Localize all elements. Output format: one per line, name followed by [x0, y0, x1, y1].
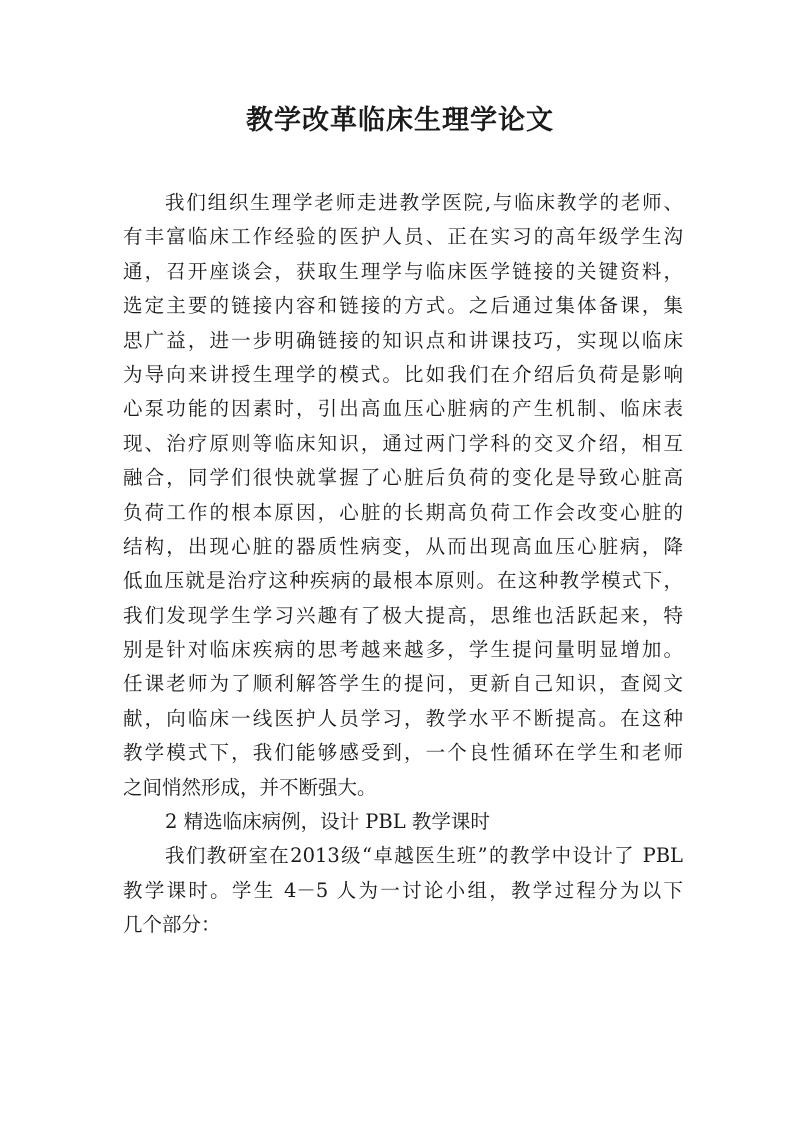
body-text-line: 任课老师为了顺利解答学生的提问，更新自己知识，查阅文: [123, 672, 683, 696]
body-text-line: 现、治疗原则等临床知识，通过两门学科的交叉介绍，相互: [123, 431, 683, 455]
body-text-line: 低血压就是治疗这种疾病的最根本原则。在这种教学模式下，: [123, 569, 683, 593]
body-text-line: 有丰富临床工作经验的医护人员、正在实习的高年级学生沟: [123, 225, 683, 249]
body-text-line: 思广益，进一步明确链接的知识点和讲课技巧，实现以临床: [123, 328, 683, 352]
body-text-line: 为导向来讲授生理学的模式。比如我们在介绍后负荷是影响: [123, 362, 683, 386]
body-text-line: 几个部分：: [123, 913, 221, 937]
body-text-line: 我们发现学生学习兴趣有了极大提高，思维也活跃起来，特: [123, 603, 683, 627]
body-text-line: 负荷工作的根本原因，心脏的长期高负荷工作会改变心脏的: [123, 500, 683, 524]
body-text-line: 教学课时。学生 4－5 人为一讨论小组，教学过程分为以下: [123, 878, 683, 902]
body-text-line: 之间悄然形成，并不断强大。: [123, 775, 377, 799]
body-text-line: 别是针对临床疾病的思考越来越多，学生提问量明显增加。: [123, 638, 683, 662]
body-text-line: 2 精选临床病例，设计 PBL 教学课时: [165, 810, 490, 834]
body-text-line: 选定主要的链接内容和链接的方式。之后通过集体备课，集: [123, 294, 683, 318]
body-text-line: 结构，出现心脏的器质性病变，从而出现高血压心脏病，降: [123, 534, 683, 558]
body-text-line: 我们组织生理学老师走进教学医院,与临床教学的老师、: [165, 191, 683, 214]
body-text-line: 融合，同学们很快就掌握了心脏后负荷的变化是导致心脏高: [123, 466, 683, 490]
document-title: 教学改革临床生理学论文: [246, 105, 554, 136]
body-text-line: 献，向临床一线医护人员学习，教学水平不断提高。在这种: [123, 706, 683, 730]
document-body: [123, 186, 683, 943]
body-text-line: 通，召开座谈会，获取生理学与临床医学链接的关键资料，: [123, 259, 683, 283]
body-text-line: 教学模式下，我们能够感受到，一个良性循环在学生和老师: [123, 741, 683, 765]
body-text-line: 我们教研室在2013级“卓越医生班”的教学中设计了 PBL: [165, 844, 683, 868]
body-text-line: 心泵功能的因素时，引出高血压心脏病的产生机制、临床表: [123, 397, 683, 421]
